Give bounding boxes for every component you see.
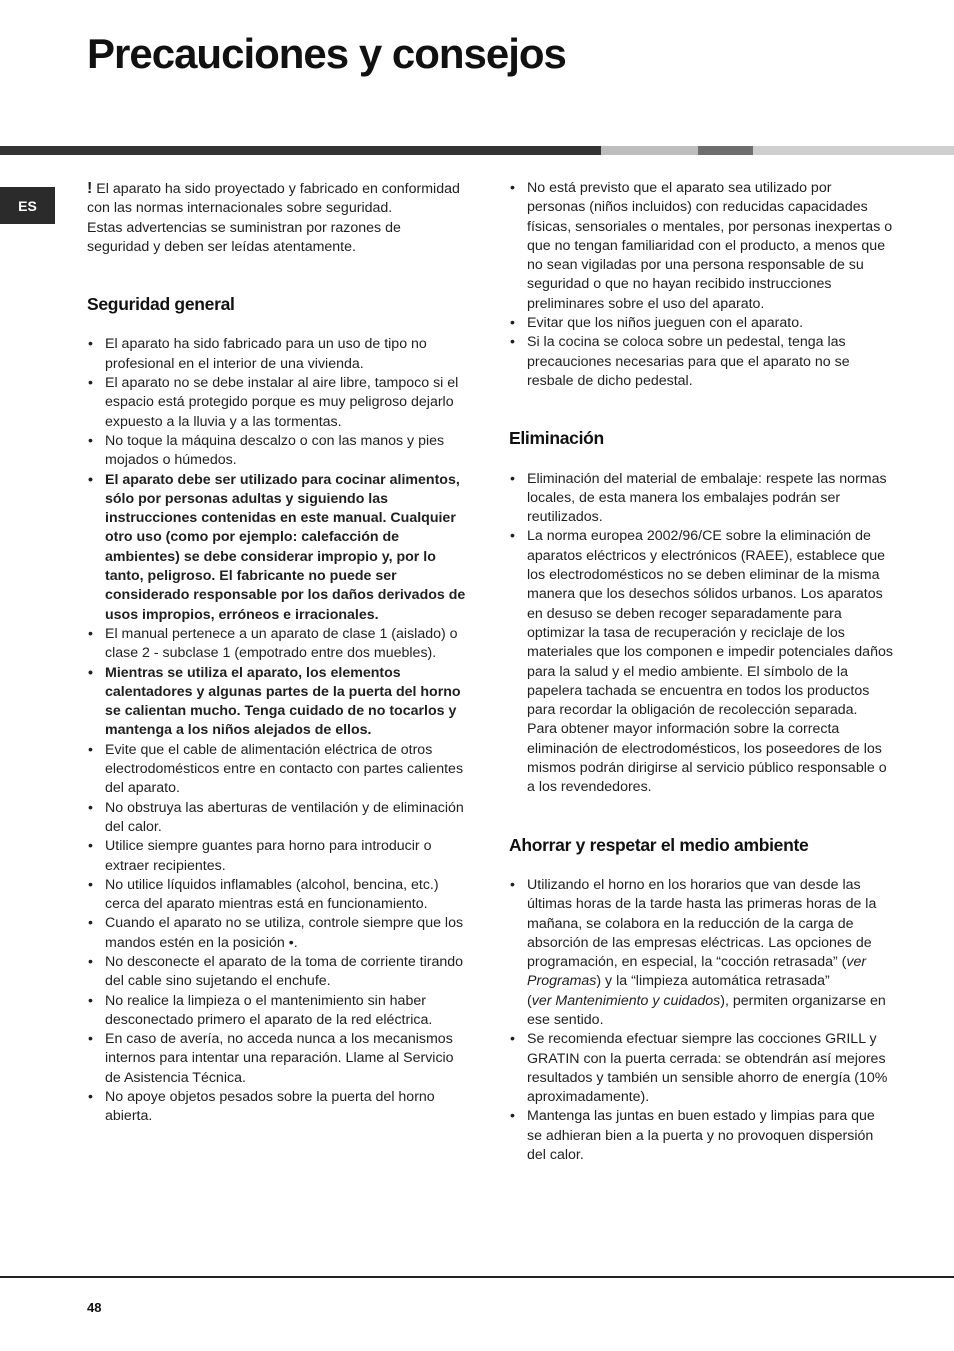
seguridad-list-continued — [509, 179, 893, 391]
list-item: • Cuando el aparato no se utiliza, controle siempre que los mandos estén en la posición •. — [88, 915, 464, 951]
eliminacion-list — [509, 470, 893, 721]
eliminacion-note: Para obtener mayor información sobre la correcta eliminación de electrodomésticos, los poseedores de los mismos podrán dirigirse al servicio público responsable o a los revendedores. — [527, 721, 887, 796]
list-item: • Eliminación del material de embalaje: respete las normas locales, de esta manera los embalajes podrán ser reutilizados. — [510, 470, 887, 526]
header-rule-light — [601, 146, 698, 155]
list-item: • No apoye objetos pesados sobre la puerta del horno abierta. — [88, 1089, 435, 1125]
list-item: • No desconecte el aparato de la toma de corriente tirando del cable sino sujetando el enchufe. — [88, 953, 464, 990]
list-item: • Mantenga las juntas en buen estado y limpias para que se adhieran bien a la puerta y no provoquen dispersión del calor. — [510, 1108, 875, 1164]
list-item: • No obstruya las aberturas de ventilación y de eliminación del calor. — [88, 799, 464, 835]
list-item: • No realice la limpieza o el mantenimiento sin haber desconectado primero el aparato de la red eléctrica. — [88, 992, 433, 1028]
header-rule-dark — [0, 146, 601, 155]
page-title: Precauciones y consejos — [87, 30, 566, 77]
list-item: • La norma europea 2002/96/CE sobre la eliminación de aparatos eléctricos y electrónicos (RAEE), establece que los electrodomésticos no se deben eliminar de la misma manera que los desechos sólidos urbanos. Los aparatos en desuso se deben recoger separadamente para optimizar la tasa de recuperación y reciclaje de los materiales que los componen e impedir potenciales daños para la salud y el medio ambiente. El símbolo de la papelera tachada se encuentra en todos los productos para recordar la obligación de recolección separada. — [510, 528, 893, 719]
list-item: • Se recomienda efectuar siempre las cocciones GRILL y GRATIN con la puerta cerrada: se obtendrán así mejores resultados y también un sensible ahorro de energía (10% aproximadamente). — [510, 1031, 888, 1106]
header-rule-mid — [698, 146, 753, 155]
list-item: • En caso de avería, no acceda nunca a los mecanismos internos para intentar una reparación. Llame al Servicio de Asistencia Técnica. — [88, 1031, 454, 1086]
list-item: • No toque la máquina descalzo o con las manos y pies mojados o húmedos. — [88, 432, 445, 469]
list-item: • El aparato ha sido fabricado para un uso de tipo no profesional en el interior de una vivienda. — [88, 336, 427, 372]
footer-rule — [0, 1276, 954, 1278]
intro-paragraph-2: Estas advertencias se suministran por razones de seguridad y deben ser leídas atentamente. — [87, 219, 401, 255]
page-number: 48 — [87, 1300, 102, 1315]
list-item: • No está previsto que el aparato sea utilizado por personas (niños incluidos) con reducidas capacidades físicas, sensoriales o mentales, por personas inexpertas o que no tengan familiaridad con el producto, a menos que no sean vigiladas por una persona responsable de su seguridad o que no hayan recibido instrucciones preliminares sobre el uso del aparato. — [510, 180, 893, 312]
list-item: • Si la cocina se coloca sobre un pedestal, tenga las precauciones necesarias para que el aparato no se resbale de dicho pedestal. — [510, 334, 850, 389]
intro-paragraph: ! El aparato ha sido proyectado y fabricado en conformidad con las normas internacionales sobre seguridad. — [87, 180, 460, 217]
list-item: • El aparato no se debe instalar al aire libre, tampoco si el espacio está protegido porque es muy peligroso dejarlo expuesto a la lluvia y a las tormentas. — [88, 375, 459, 430]
list-item: • El aparato debe ser utilizado para cocinar alimentos, sólo por personas adultas y siguiendo las instrucciones contenidas en este manual. Cualquier otro uso (como por ejemplo: calefacción de ambientes) se debe considerar impropio y, por lo tanto, peligroso. El fabricante no puede ser considerado responsable por los daños derivados de usos impropios, erróneos e irracionales. — [88, 471, 466, 623]
header-rule-light-end — [753, 146, 954, 155]
section-title-ahorrar: Ahorrar y respetar el medio ambiente — [509, 834, 809, 855]
left-column — [87, 179, 467, 1127]
warning-mark: ! — [87, 180, 93, 197]
ahorrar-list — [509, 876, 893, 1165]
section-title-eliminacion: Eliminación — [509, 428, 604, 449]
list-item: • Evitar que los niños jueguen con el aparato. — [510, 315, 804, 332]
list-item: • El manual pertenece a un aparato de clase 1 (aislado) o clase 2 - subclase 1 (empotrado entre dos muebles). — [88, 625, 458, 662]
list-item: • No utilice líquidos inflamables (alcohol, bencina, etc.) cerca del aparato mientras está en funcionamiento. — [88, 876, 439, 913]
list-item: • Utilizando el horno en los horarios que van desde las últimas horas de la tarde hasta las primeras horas de la mañana, se colabora en la reducción de la carga de absorción de las empresas eléctricas. Las opciones de programación, en especial, la “cocción retrasada” (ver Programas) y la “limpieza automática retrasada” (ver Mantenimiento y cuidados), permiten organizarse en ese sentido. — [510, 876, 886, 1028]
seguridad-list — [87, 335, 467, 1126]
list-item: • Utilice siempre guantes para horno para introducir o extraer recipientes. — [88, 838, 432, 874]
section-title-seguridad: Seguridad general — [87, 294, 235, 315]
list-item: • Mientras se utiliza el aparato, los elementos calentadores y algunas partes de la puerta del horno se calientan mucho. Tenga cuidado de no tocarlos y mantenga a los niños alejados de ellos. — [88, 664, 461, 739]
language-tab: ES — [0, 187, 55, 224]
list-item: • Evite que el cable de alimentación eléctrica de otros electrodomésticos entre en contacto con partes calientes del aparato. — [88, 741, 464, 797]
right-column — [509, 179, 893, 1165]
